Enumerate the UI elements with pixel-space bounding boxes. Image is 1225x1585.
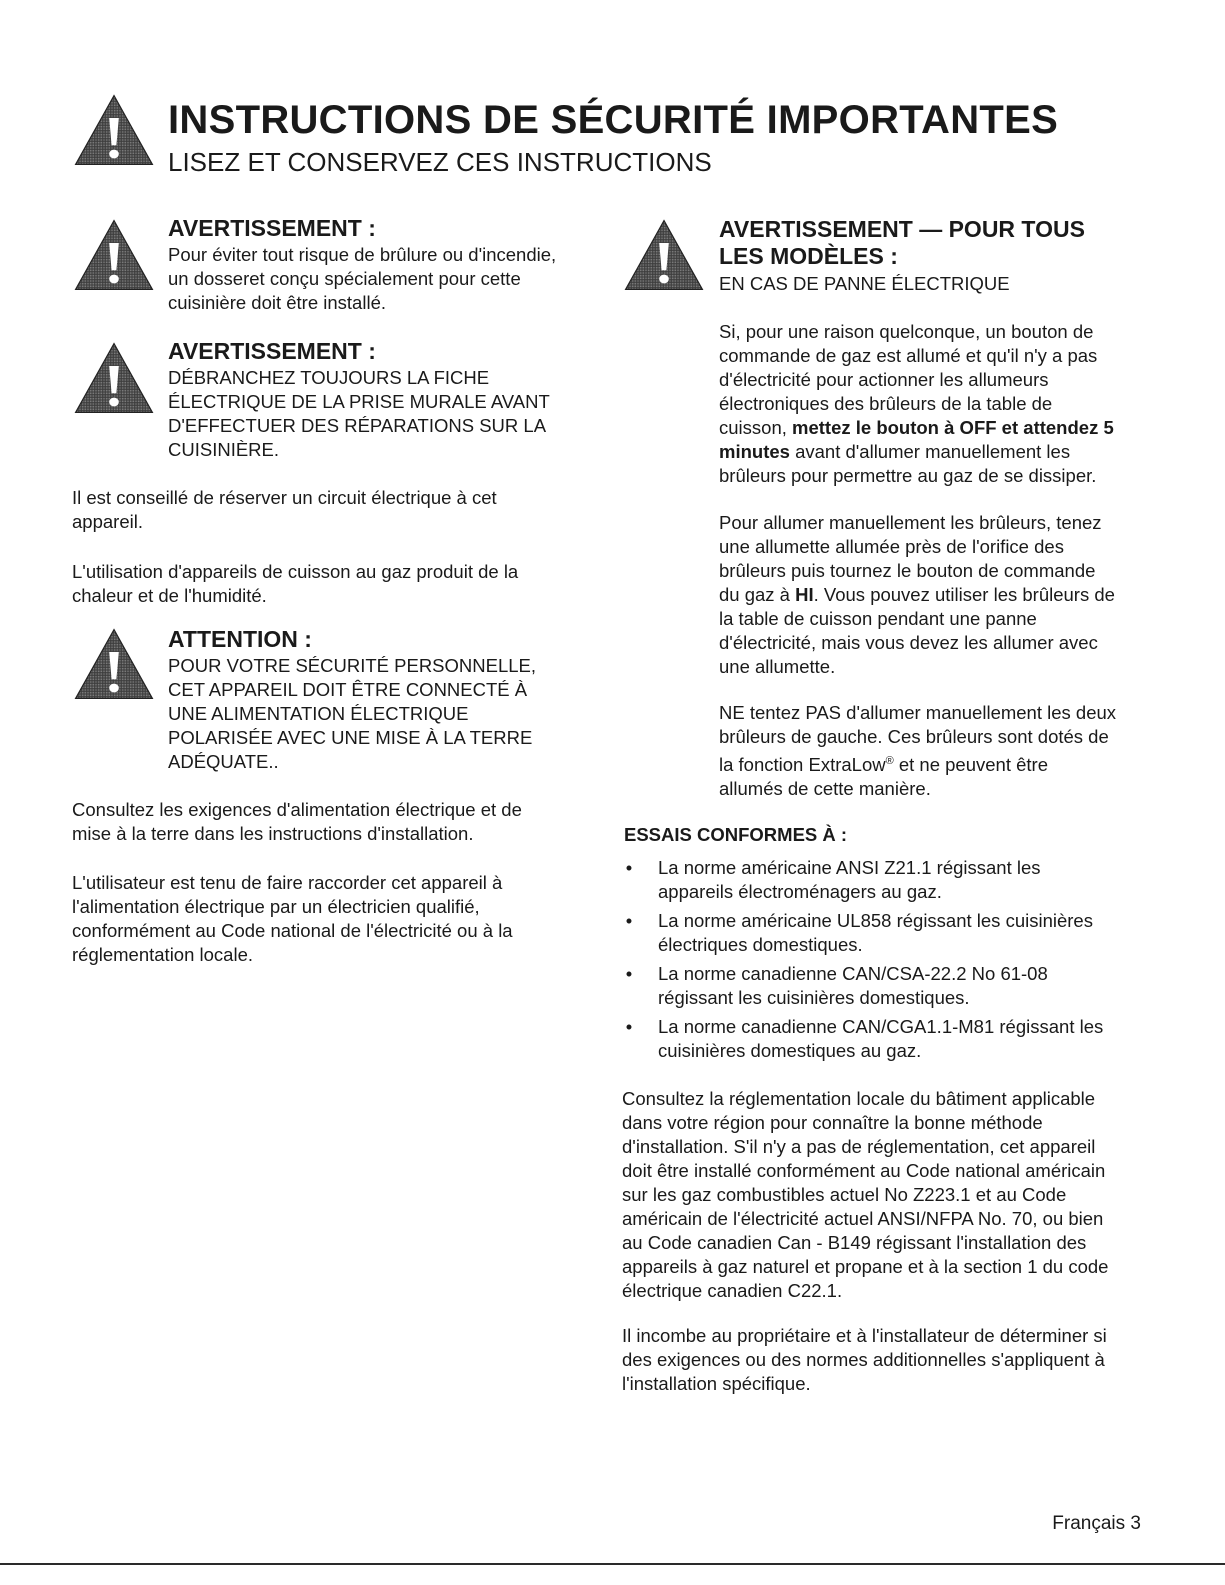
text-line: NE tentez PAS d'allumer manuellement les deux (719, 702, 1117, 723)
text-line: CUISINIÈRE. (168, 439, 280, 460)
text-line (719, 583, 1115, 607)
text-line: ÉLECTRIQUE DE LA PRISE MURALE AVANT (168, 391, 550, 412)
warning-heading-line1: AVERTISSEMENT — POUR TOUS (719, 216, 1085, 242)
warning-text (168, 243, 556, 315)
warning-triangle-icon (624, 219, 704, 291)
text-run: avant d'allumer manuellement les (789, 441, 1071, 462)
text-line: La norme canadienne CAN/CSA-22.2 No 61-08 (658, 963, 1048, 984)
warning-triangle-icon (74, 219, 154, 291)
text-line: appareils à gaz naturel et propane et à la section 1 du code (622, 1256, 1109, 1277)
text-run: . Vous pouvez utiliser les brûleurs de (813, 584, 1115, 605)
warning-triangle-icon (74, 628, 154, 700)
standards-list (622, 856, 1162, 1068)
page-title: INSTRUCTIONS DE SÉCURITÉ IMPORTANTES (168, 98, 1059, 142)
paragraph-local-codes (622, 1087, 1108, 1303)
text-line: américain de l'électricité actuel ANSI/NFPA No. 70, ou bien (622, 1208, 1104, 1229)
warning-block-backguard (168, 215, 556, 315)
text-line: appareils électroménagers au gaz. (658, 881, 942, 902)
bold-run: HI (795, 584, 814, 605)
paragraph-dedicated-circuit (72, 486, 497, 534)
warning-heading-line2: LES MODÈLES : (719, 243, 898, 269)
paragraph-extralow (719, 701, 1116, 801)
text-line: brûleurs de gauche. Ces brûleurs sont dotés de (719, 726, 1109, 747)
text-line: dans votre région pour connaître la bonne méthode (622, 1112, 1043, 1133)
text-line: La norme canadienne CAN/CGA1.1-M81 régissant les (658, 1016, 1104, 1037)
paragraph-manual-lighting (719, 511, 1115, 679)
text-line: brûleurs pour permettre au gaz de se dissiper. (719, 465, 1097, 486)
attention-block (168, 626, 536, 774)
text-line: l'installation spécifique. (622, 1373, 811, 1394)
text-line: Si, pour une raison quelconque, un bouton de (719, 321, 1094, 342)
text-line: Il incombe au propriétaire et à l'installateur de déterminer si (622, 1325, 1107, 1346)
text-run: du gaz à (719, 584, 796, 605)
text-line: une allumette allumée près de l'orifice des (719, 536, 1064, 557)
text-line: conformément au Code national de l'électricité ou à la (72, 920, 513, 941)
text-line: Pour éviter tout risque de brûlure ou d'incendie, (168, 244, 557, 265)
warning-subheading: EN CAS DE PANNE ÉLECTRIQUE (719, 273, 1010, 294)
text-line: d'électricité pour actionner les allumeurs (719, 369, 1049, 390)
warning-heading: AVERTISSEMENT : (168, 338, 376, 364)
text-run: cuisson, (719, 417, 793, 438)
text-line: brûleurs puis tournez le bouton de commande (719, 560, 1096, 581)
text-line: CET APPAREIL DOIT ÊTRE CONNECTÉ À (168, 679, 528, 700)
text-line: cuisinière doit être installé. (168, 292, 386, 313)
text-line: ADÉQUATE.. (168, 751, 279, 772)
bold-run: minutes (719, 441, 790, 462)
text-line: appareil. (72, 511, 143, 532)
text-line: d'électricité, mais vous devez les allumer avec (719, 632, 1098, 653)
text-line: sur les gaz combustibles actuel No Z223.1 et au Code (622, 1184, 1067, 1205)
bullet: • (625, 963, 633, 984)
text-line: cuisinières domestiques au gaz. (658, 1040, 922, 1061)
bullet: • (625, 910, 633, 931)
text-line: des exigences ou des normes additionnelles s'appliquent à (622, 1349, 1105, 1370)
registered-mark: ® (885, 754, 894, 767)
text-line: doit être installé conformément au Code national américain (622, 1160, 1106, 1181)
bullet: • (625, 1016, 633, 1037)
warning-text (168, 366, 550, 462)
bullet: • (625, 857, 633, 878)
bottom-divider (0, 1563, 1225, 1565)
text-line: Il est conseillé de réserver un circuit électrique à cet (72, 487, 497, 508)
text-line: électrique canadien C22.1. (622, 1280, 843, 1301)
paragraph-grounding (72, 798, 522, 846)
text-run: et ne peuvent être (893, 754, 1048, 775)
paragraph-power-failure (719, 320, 1114, 488)
text-line: DÉBRANCHEZ TOUJOURS LA FICHE (168, 367, 490, 388)
paragraph-electrician (72, 871, 513, 967)
text-line: Consultez la réglementation locale du bâtiment applicable (622, 1088, 1096, 1109)
text-line: D'EFFECTUER DES RÉPARATIONS SUR LA (168, 415, 547, 436)
text-line: POLARISÉE AVEC UNE MISE À LA TERRE (168, 727, 533, 748)
list-item (622, 1015, 1162, 1063)
warning-triangle-icon (74, 342, 154, 414)
list-item (622, 909, 1162, 957)
text-line: une allumette. (719, 656, 836, 677)
text-line: au Code canadien Can - B149 régissant l'installation des (622, 1232, 1087, 1253)
text-line: L'utilisation d'appareils de cuisson au gaz produit de la (72, 561, 519, 582)
attention-text (168, 654, 536, 774)
paragraph-heat-humidity (72, 560, 518, 608)
text-line: électroniques des brûleurs de la table de (719, 393, 1053, 414)
essais-heading: ESSAIS CONFORMES À : (624, 824, 848, 845)
text-line: la table de cuisson pendant une panne (719, 608, 1037, 629)
text-line: Pour allumer manuellement les brûleurs, tenez (719, 512, 1102, 533)
text-line: l'alimentation électrique par un électricien qualifié, (72, 896, 480, 917)
text-line: d'installation. S'il n'y a pas de réglementation, cet appareil (622, 1136, 1096, 1157)
warning-block-unplug (168, 338, 550, 462)
text-line: commande de gaz est allumé et qu'il n'y a pas (719, 345, 1098, 366)
bold-run: mettez le bouton à OFF et attendez 5 (792, 417, 1114, 438)
list-item (622, 962, 1162, 1010)
text-line: POUR VOTRE SÉCURITÉ PERSONNELLE, (168, 655, 537, 676)
text-run: la fonction ExtraLow (719, 754, 886, 775)
attention-heading: ATTENTION : (168, 626, 312, 652)
text-line: réglementation locale. (72, 944, 253, 965)
text-line: régissant les cuisinières domestiques. (658, 987, 970, 1008)
text-line: chaleur et de l'humidité. (72, 585, 267, 606)
page-subtitle: LISEZ ET CONSERVEZ CES INSTRUCTIONS (168, 147, 712, 177)
text-line: UNE ALIMENTATION ÉLECTRIQUE (168, 703, 469, 724)
text-line: La norme américaine UL858 régissant les cuisinières (658, 910, 1093, 931)
text-line: L'utilisateur est tenu de faire raccorder cet appareil à (72, 872, 503, 893)
warning-heading: AVERTISSEMENT : (168, 215, 376, 241)
warning-triangle-icon (74, 94, 154, 166)
text-line: allumés de cette manière. (719, 778, 931, 799)
list-item (622, 856, 1162, 904)
text-line: Consultez les exigences d'alimentation électrique et de (72, 799, 522, 820)
page-number: Français 3 (1052, 1513, 1141, 1534)
warning-block-power-failure (719, 216, 1085, 296)
text-line (719, 416, 1114, 440)
text-line (719, 440, 1114, 464)
text-line: électriques domestiques. (658, 934, 863, 955)
paragraph-owner-responsibility (622, 1324, 1107, 1396)
text-line: La norme américaine ANSI Z21.1 régissant les (658, 857, 1041, 878)
text-line: mise à la terre dans les instructions d'installation. (72, 823, 474, 844)
text-line (719, 753, 1116, 777)
text-line: un dosseret conçu spécialement pour cette (168, 268, 521, 289)
